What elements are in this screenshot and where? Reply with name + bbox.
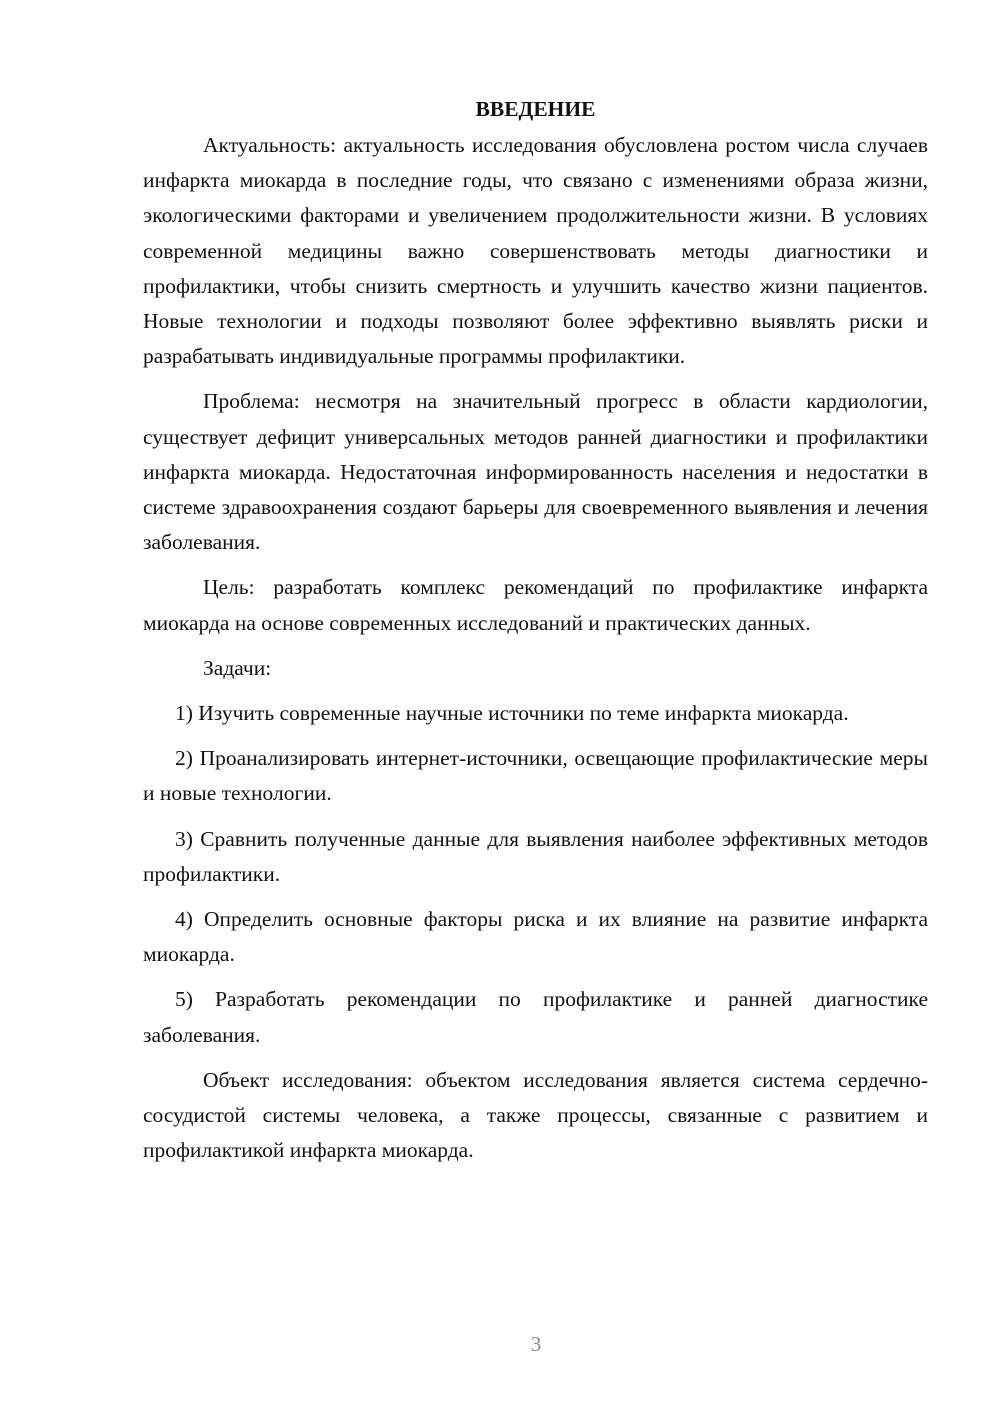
task-item-2: 2) Проанализировать интернет-источники, освещающие профилактические меры и новые технологии.: [143, 746, 928, 806]
goal-paragraph: Цель: разработать комплекс рекомендаций по профилактике инфаркта миокарда на основе современных исследований и практических данных.: [143, 575, 928, 635]
problem-paragraph: Проблема: несмотря на значительный прогресс в области кардиологии, существует дефицит универсальных методов ранней диагностики и профилактики инфаркта миокарда. Недостаточная информированность населения и недостатки в системе здравоохранения создают барьеры для своевременного выявления и лечения заболевания.: [143, 389, 928, 555]
tasks-heading: Задачи:: [203, 655, 272, 680]
task-item-3: 3) Сравнить полученные данные для выявления наиболее эффективных методов профилактики.: [143, 826, 928, 886]
object-paragraph: Объект исследования: объектом исследования является система сердечно-сосудистой системы человека, а также процессы, связанные с развитием и профилактикой инфаркта миокарда.: [143, 1067, 928, 1163]
section-title: ВВЕДЕНИЕ: [475, 97, 596, 121]
task-item-5: 5) Разработать рекомендации по профилактике и ранней диагностике заболевания.: [143, 987, 928, 1047]
relevance-paragraph: Актуальность: актуальность исследования обусловлена ростом числа случаев инфаркта миокарда в последние годы, что связано с изменениями образа жизни, экологическими факторами и увеличением продолжительности жизни. В условиях современной медицины важно совершенствовать методы диагностики и профилактики, чтобы снизить смертность и улучшить качество жизни пациентов. Новые технологии и подходы позволяют более эффективно выявлять риски и разрабатывать индивидуальные программы профилактики.: [143, 133, 928, 369]
task-item-1: 1) Изучить современные научные источники по теме инфаркта миокарда.: [175, 701, 849, 726]
page-number: 3: [530, 1332, 542, 1356]
document-page: [143, 92, 928, 1178]
task-item-4: 4) Определить основные факторы риска и их влияние на развитие инфаркта миокарда.: [143, 907, 928, 967]
